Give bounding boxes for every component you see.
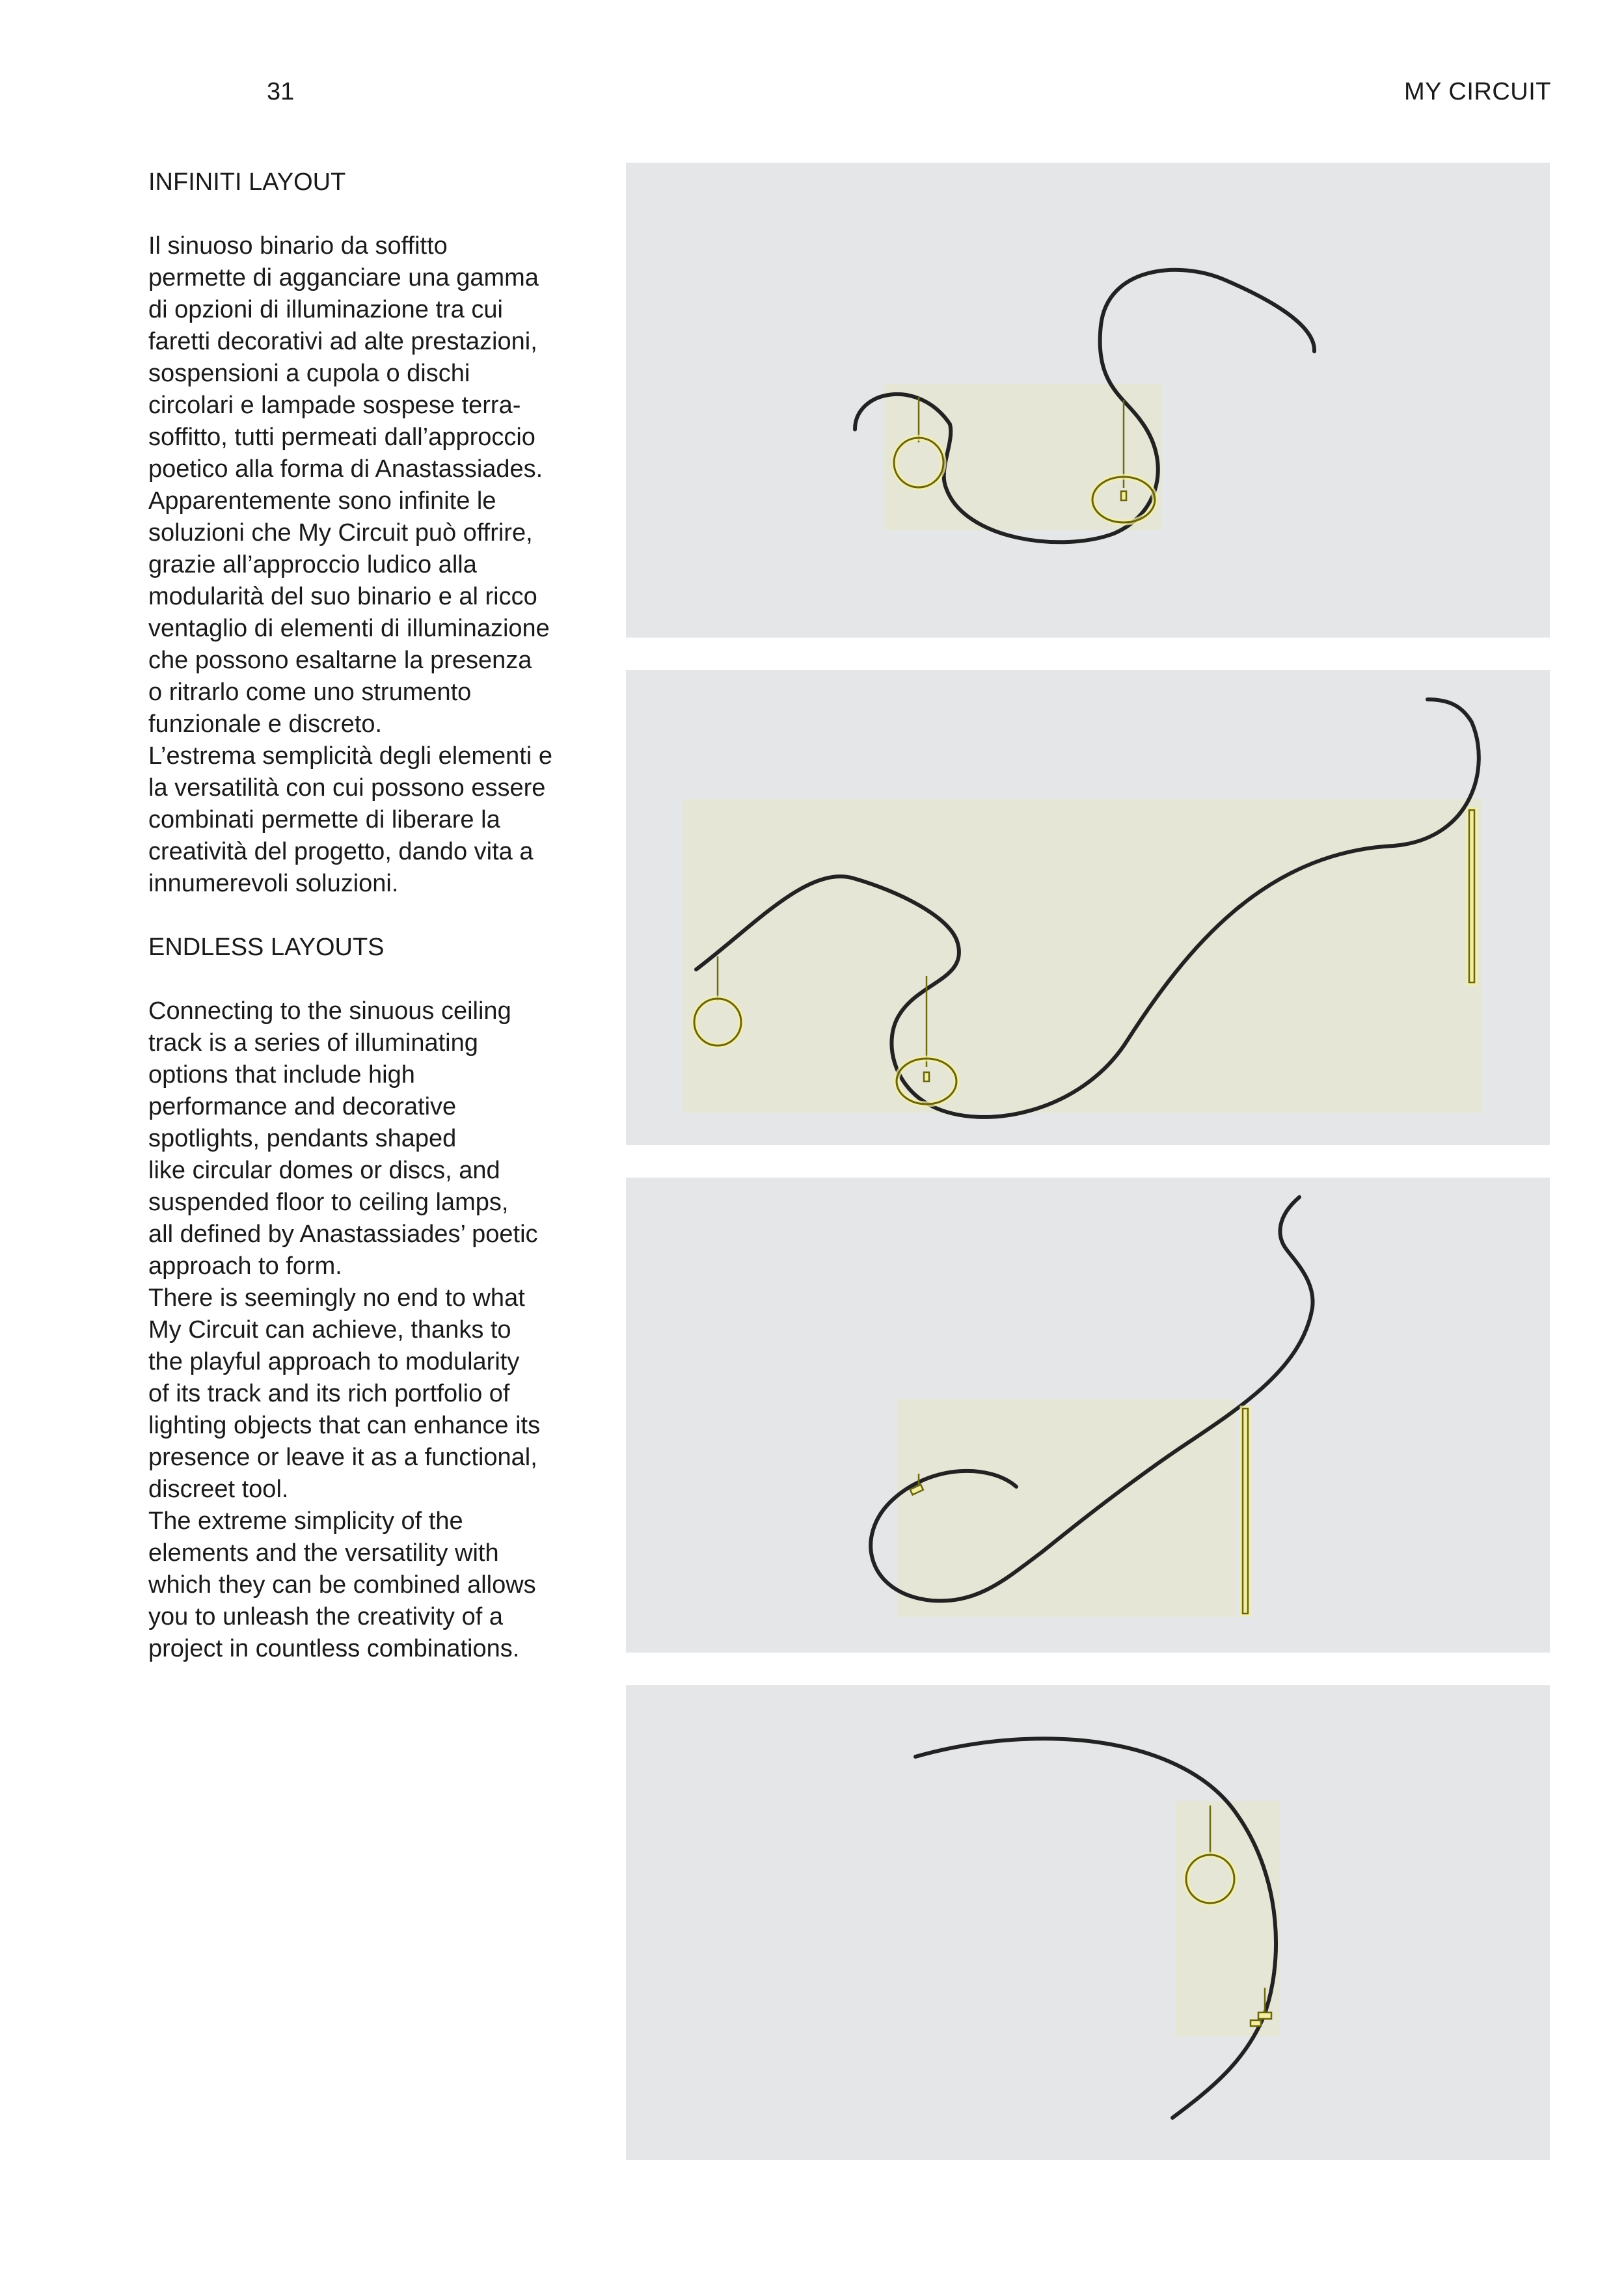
layout-drawing-2 (626, 670, 1550, 1145)
italian-heading: INFINITI LAYOUT (148, 169, 346, 196)
pendant-head (1121, 491, 1126, 500)
layout-drawing-4 (626, 1685, 1550, 2160)
light-zone (897, 1399, 1236, 1617)
linear-floor-lamp (1469, 810, 1474, 982)
layout-illustration-4 (626, 1685, 1550, 2160)
layout-drawing-3 (626, 1178, 1550, 1653)
layout-illustration-1 (626, 163, 1550, 638)
spotlight (1258, 2012, 1271, 2019)
pendant-head (924, 1072, 929, 1081)
layout-drawing-1 (626, 163, 1550, 638)
page-number: 31 (267, 78, 295, 105)
section-spacer (148, 900, 604, 932)
english-heading: ENDLESS LAYOUTS (148, 934, 385, 961)
english-body: Connecting to the sinuous ceiling track is a series of illuminating options that include high performance and decorative spotlights, pendants shaped like circular domes or discs, and suspended floor to ceiling lamps, all defined by Anastassiades’ poetic approach to form. There is seemingly no end to what My Circuit can achieve, thanks to the playful approach to modularity of its track and its rich portfolio of lighting objects that can enhance its presence or leave it as a functional, discreet tool. The extreme simplicity of the elements and the versatility with which they can be combined allows you to unleash the creativity of a project in countless combinations. (148, 997, 541, 1662)
layout-illustration-2 (626, 670, 1550, 1145)
spotlight (1251, 2020, 1261, 2026)
text-column (148, 167, 604, 1665)
linear-floor-lamp (1243, 1409, 1248, 1614)
light-zone (683, 799, 1481, 1113)
italian-body: Il sinuoso binario da soffitto permette di agganciare una gamma di opzioni di illuminazione tra cui faretti decorativi ad alte prestazioni, sospensioni a cupola o dischi circolari e lampade sospese terra- soffitto, tutti permeati dall’approccio poetico alla forma di Anastassiades. Apparentemente sono infinite le soluzioni che My Circuit può offrire, grazie all’approccio ludico alla modularità del suo binario e al ricco ventaglio di elementi di illuminazione che possono esaltarne la presenza o ritrarlo come uno strumento funzionale e discreto. L’estrema semplicità degli elementi e la versatilità con cui possono essere combinati permette di liberare la creatività del progetto, dando vita a innumerevoli soluzioni. (148, 232, 552, 897)
running-title: MY CIRCUIT (1404, 78, 1551, 105)
layout-illustration-3 (626, 1178, 1550, 1653)
light-zone (884, 384, 1161, 530)
